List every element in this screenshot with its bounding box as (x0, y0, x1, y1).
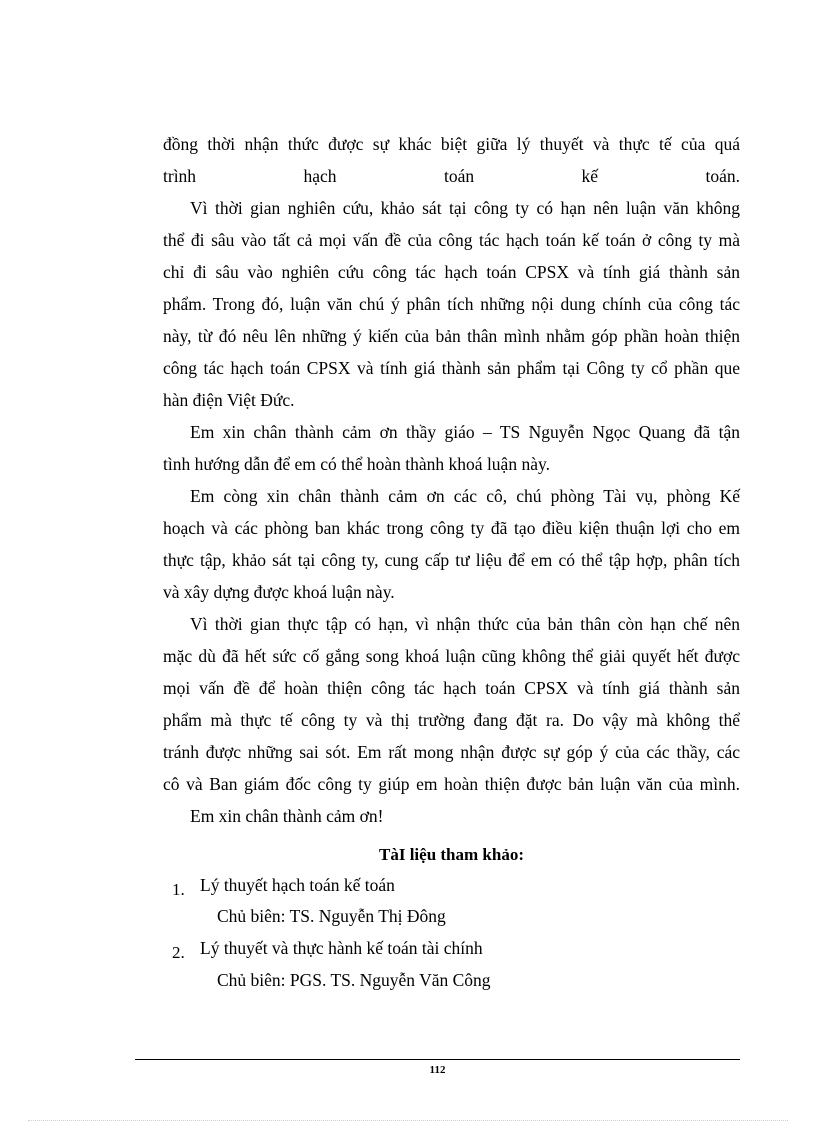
footer-rule (135, 1059, 740, 1060)
reference-number: 1. (172, 880, 185, 899)
body-line: Vì thời gian thực tập có hạn, vì nhận thức của bản thân còn hạn chế nên (190, 614, 740, 634)
body-line: phẩm. Trong đó, luận văn chú ý phân tích những nội dung chính của công tác (163, 294, 740, 314)
body-line: mặc dù đã hết sức cố gắng song khoá luận cũng không thể giải quyết hết được (163, 646, 740, 666)
body-line: Em còng xin chân thành cảm ơn các cô, chú phòng Tài vụ, phòng Kế (190, 486, 740, 506)
references-heading: TàI liệu tham khảo: (379, 845, 524, 864)
page-number: 112 (429, 1064, 446, 1076)
body-line: tránh được những sai sót. Em rất mong nhận được sự góp ý của các thầy, các (163, 742, 740, 762)
reference-title: Lý thuyết và thực hành kế toán tài chính (200, 938, 483, 958)
body-line: thể đi sâu vào tất cả mọi vấn đề của công tác hạch toán kế toán ở công ty mà (163, 230, 740, 250)
body-line: đồng thời nhận thức được sự khác biệt giữa lý thuyết và thực tế của quá (163, 134, 740, 154)
body-line: hàn điện Việt Đức. (163, 390, 295, 410)
body-line: Em xin chân thành cảm ơn thầy giáo – TS Nguyễn Ngọc Quang đã tận (190, 422, 740, 442)
body-line: Vì thời gian nghiên cứu, khảo sát tại công ty có hạn nên luận văn không (190, 198, 740, 218)
body-line: trình hạch toán kế toán. (163, 166, 740, 186)
body-line: công tác hạch toán CPSX và tính giá thành sản phẩm tại Công ty cổ phần que (163, 358, 740, 378)
reference-editor: Chủ biên: TS. Nguyễn Thị Đông (217, 906, 446, 926)
body-line: thực tập, khảo sát tại công ty, cung cấp tư liệu để em có thể tập hợp, phân tích (163, 550, 740, 570)
body-line: mọi vấn đề để hoàn thiện công tác hạch toán CPSX và tính giá thành sản (163, 678, 740, 698)
body-line: chỉ đi sâu vào nghiên cứu công tác hạch toán CPSX và tính giá thành sản (163, 262, 740, 282)
body-line: tình hướng dẫn để em có thể hoàn thành khoá luận này. (163, 454, 550, 474)
reference-editor: Chủ biên: PGS. TS. Nguyễn Văn Công (217, 970, 491, 990)
body-line: và xây dựng được khoá luận này. (163, 582, 395, 602)
reference-title: Lý thuyết hạch toán kế toán (200, 875, 395, 895)
body-line: hoạch và các phòng ban khác trong công ty đã tạo điều kiện thuận lợi cho em (163, 518, 740, 538)
body-line: Em xin chân thành cảm ơn! (190, 806, 384, 826)
body-line: phẩm mà thực tế công ty và thị trường đang đặt ra. Do vậy mà không thể (163, 710, 740, 730)
body-line: cô và Ban giám đốc công ty giúp em hoàn thiện được bản luận văn của mình. (163, 774, 740, 794)
reference-number: 2. (172, 943, 185, 962)
body-line: này, từ đó nêu lên những ý kiến của bản thân mình nhằm góp phần hoàn thiện (163, 326, 740, 346)
page-boundary (28, 1120, 788, 1121)
